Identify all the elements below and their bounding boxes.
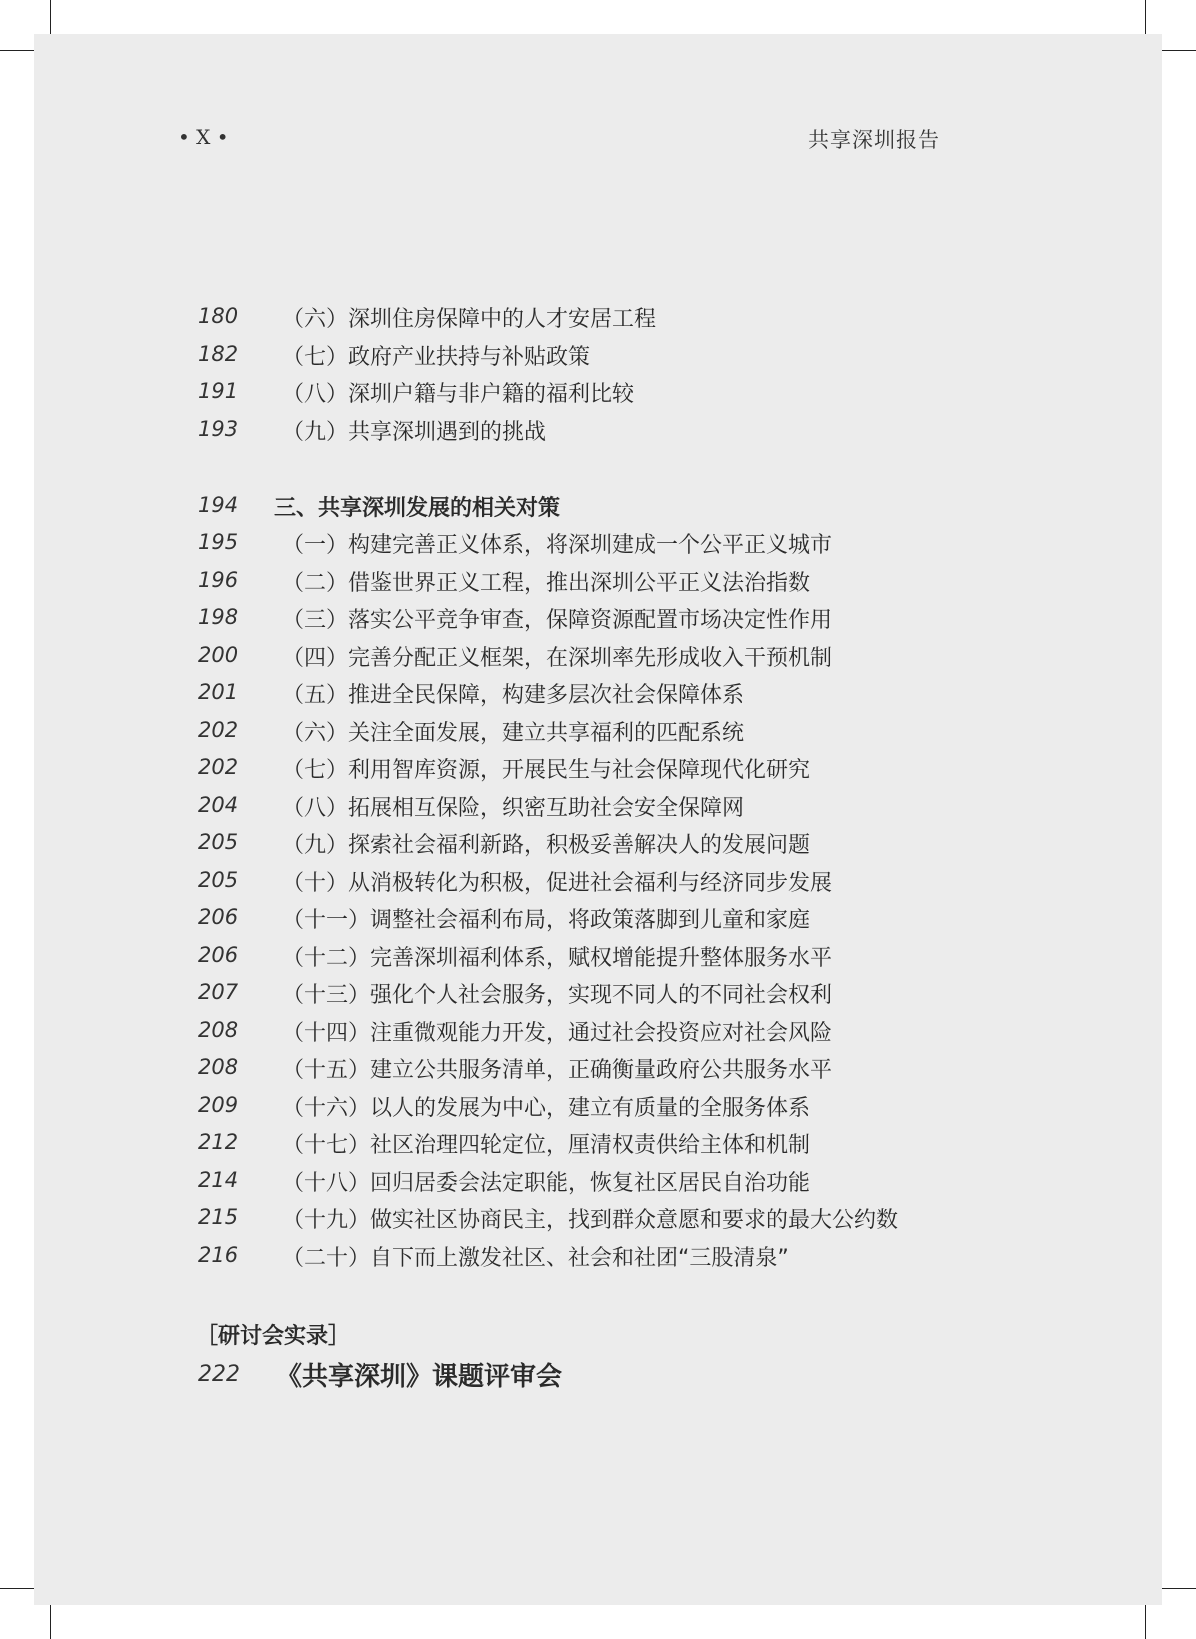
toc-entry-text: （十八）回归居委会法定职能，恢复社区居民自治功能 [282,1170,811,1196]
toc-page-number: 205 [198,830,239,854]
crop-mark [1162,50,1196,51]
toc-section-heading [0,491,1196,528]
toc-entry [0,415,1196,452]
toc-entry [0,791,1196,828]
toc-entry-text: （九）共享深圳遇到的挑战 [282,419,547,445]
toc-entry-text: （三）落实公平竞争审查，保障资源配置市场决定性作用 [282,608,833,633]
crop-mark [1162,1588,1196,1589]
toc-entry [0,566,1196,603]
toc-page-number: 208 [198,1055,239,1079]
toc-entry-text: （七）利用智库资源，开展民生与社会保障现代化研究 [282,758,811,783]
toc-entry [0,1016,1196,1053]
toc-entry-text: （十一）调整社会福利布局，将政策落脚到儿童和家庭 [282,908,811,933]
toc-page-number: 205 [198,867,239,892]
toc-heading-text: 三、共享深圳发展的相关对策 [274,496,561,521]
toc-page-number: 194 [198,493,239,517]
toc-entry-text: （十三）强化个人社会服务，实现不同人的不同社会权利 [282,983,833,1008]
toc-entry [0,1128,1196,1165]
toc-page-number: 216 [198,1242,239,1267]
toc-page-number: 201 [198,680,239,704]
toc-entry-text: （二十）自下而上激发社区、社会和社团“三股清泉” [282,1245,789,1271]
crop-mark [50,1605,51,1639]
toc-entry [0,866,1196,903]
toc-entry [0,753,1196,790]
crop-mark [0,1588,34,1589]
toc-entry [0,641,1196,678]
toc-entry [0,978,1196,1015]
toc-page-number: 182 [198,341,239,366]
toc-page-number: 204 [198,792,239,817]
toc-seminar-title: 《共享深圳》课题评审会 [276,1362,563,1392]
toc-entry-text: （十九）做实社区协商民主，找到群众意愿和要求的最大公约数 [282,1208,899,1233]
toc-entry [0,528,1196,565]
crop-mark [0,50,34,51]
toc-entry [0,903,1196,940]
toc-page-number: 209 [198,1092,239,1117]
toc-entry [0,340,1196,377]
toc-entry-text: （一）构建完善正义体系，将深圳建成一个公平正义城市 [282,533,833,558]
toc-page-number: 202 [198,717,239,742]
toc-entry [0,377,1196,414]
toc-entry [0,941,1196,978]
toc-page-number: 200 [198,642,239,667]
toc-entry-text: （五）推进全民保障，构建多层次社会保障体系 [282,683,745,708]
book-title: 共享深圳报告 [808,128,940,152]
toc-entry-text: （六）关注全面发展，建立共享福利的匹配系统 [282,720,745,746]
toc-entry-text: （七）政府产业扶持与补贴政策 [282,344,591,370]
toc-page-number: 215 [198,1205,239,1229]
toc-page-number: 202 [198,755,239,779]
toc-entry-text: （十）从消极转化为积极，促进社会福利与经济同步发展 [282,870,833,896]
toc-entry-text: （二）借鉴世界正义工程，推出深圳公平正义法治指数 [282,570,811,596]
toc-page-number: 212 [198,1130,239,1154]
toc-page-number: 193 [198,416,239,441]
toc-page-number: 208 [198,1017,239,1042]
toc-page-number: 198 [198,605,239,629]
toc-page-number: 207 [198,980,239,1004]
toc-page-number: 206 [198,942,239,967]
toc-entry [0,1241,1196,1278]
toc-page-number: 195 [198,530,239,554]
toc-entry [0,603,1196,640]
toc-seminar-entry [0,1356,1196,1393]
toc-entry-text: （十五）建立公共服务清单，正确衡量政府公共服务水平 [282,1058,833,1083]
crop-mark [1145,0,1146,34]
toc-page-number: 222 [198,1362,240,1387]
toc-entry-text: （十六）以人的发展为中心，建立有质量的全服务体系 [282,1095,811,1121]
toc-entry [0,302,1196,339]
toc-entry-text: （八）深圳户籍与非户籍的福利比较 [282,382,635,407]
toc-entry [0,828,1196,865]
toc-entry-text: （六）深圳住房保障中的人才安居工程 [282,307,657,332]
toc-entry-text: （十四）注重微观能力开发，通过社会投资应对社会风险 [282,1020,833,1046]
toc-entry [0,1203,1196,1240]
crop-mark [50,0,51,34]
toc-entry [0,1091,1196,1128]
toc-entry [0,1053,1196,1090]
toc-entry [0,716,1196,753]
seminar-label: ［研讨会实录］ [196,1324,351,1349]
toc-page-number: 180 [198,304,239,328]
toc-entry [0,678,1196,715]
toc-entry-text: （十二）完善深圳福利体系，赋权增能提升整体服务水平 [282,945,833,971]
toc-entry [0,1166,1196,1203]
crop-mark [1145,1605,1146,1639]
toc-entry-text: （十七）社区治理四轮定位，厘清权责供给主体和机制 [282,1133,811,1158]
toc-page-number: 214 [198,1167,239,1192]
toc-page-number: 196 [198,567,239,592]
toc-entry-text: （九）探索社会福利新路，积极妥善解决人的发展问题 [282,833,811,858]
toc-entry-text: （四）完善分配正义框架，在深圳率先形成收入干预机制 [282,645,833,671]
toc-entry-text: （八）拓展相互保险，织密互助社会安全保障网 [282,795,745,821]
toc-page-number: 206 [198,905,239,929]
toc-page-number: 191 [198,379,239,403]
page-marker: • X • [178,125,229,149]
